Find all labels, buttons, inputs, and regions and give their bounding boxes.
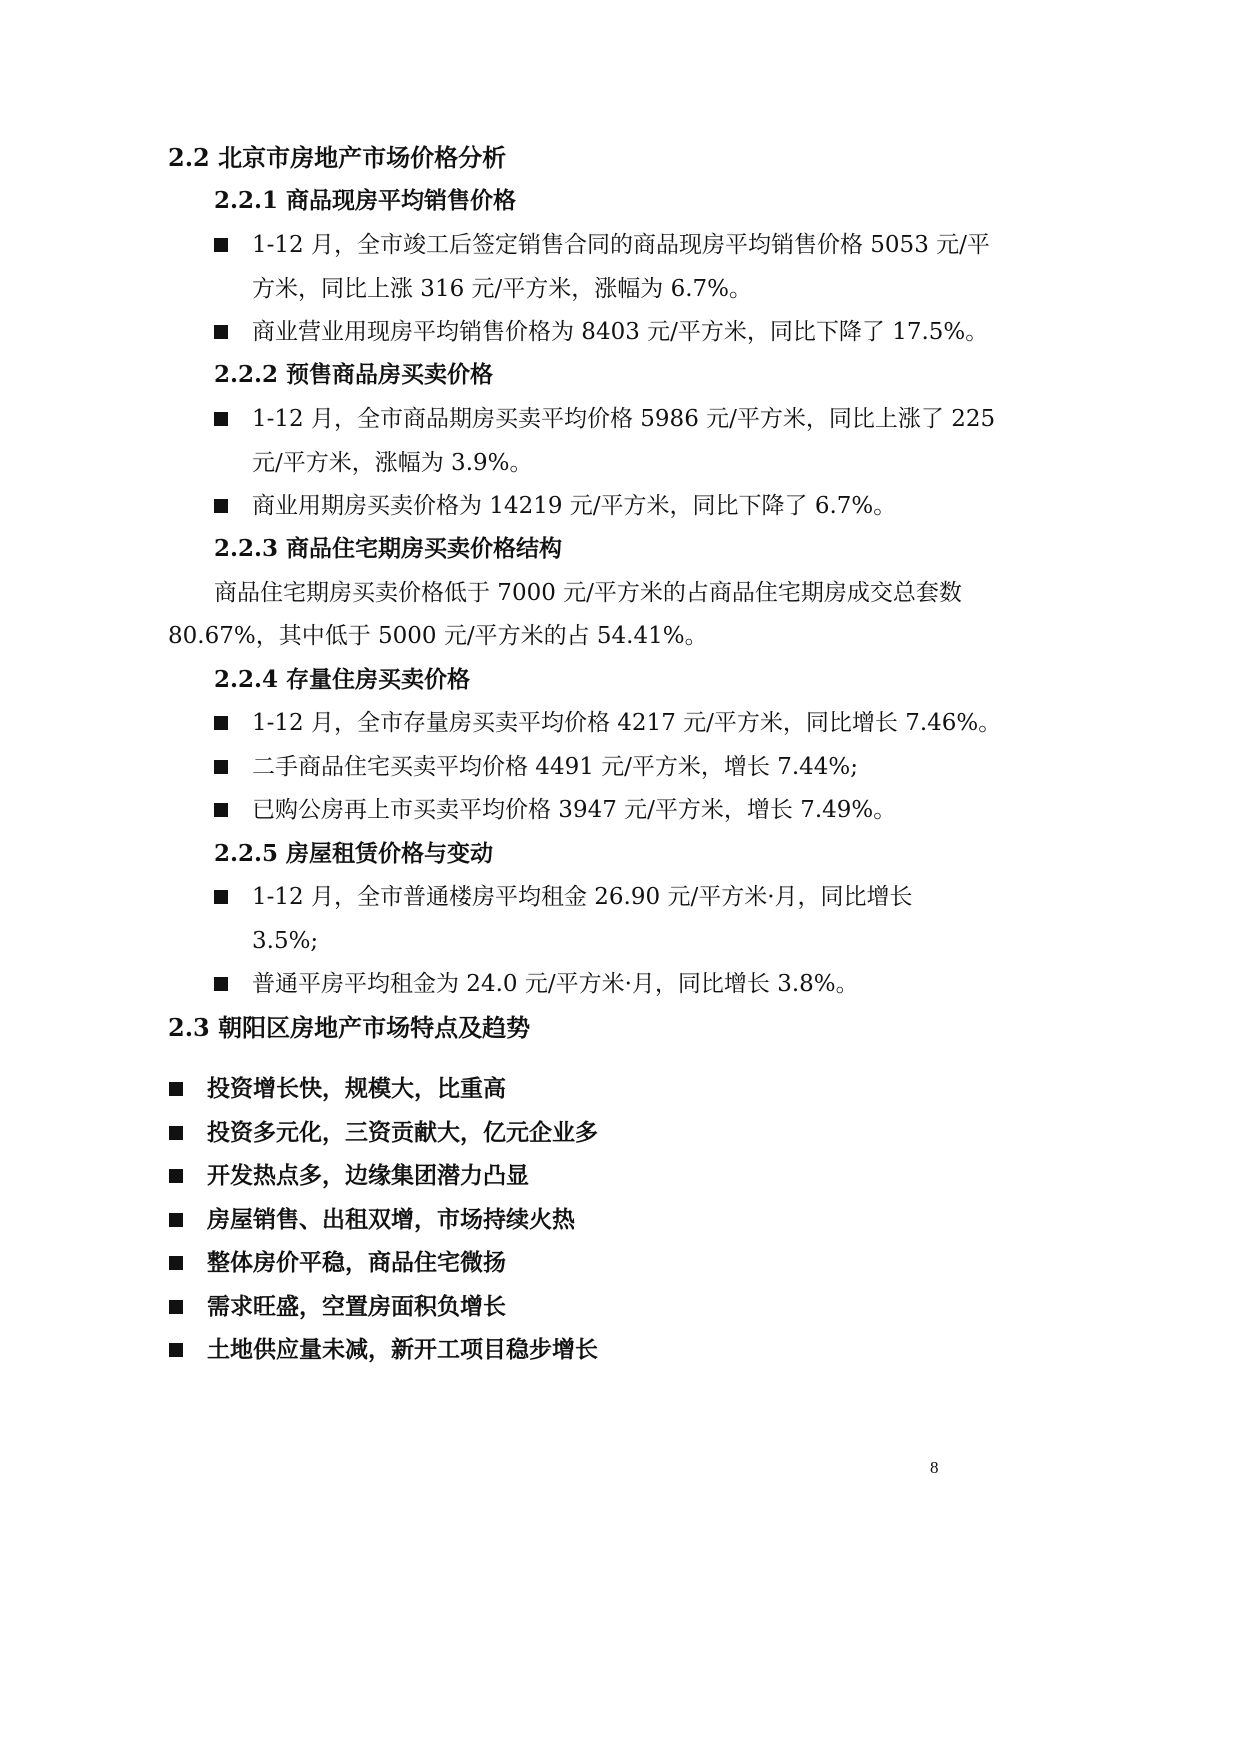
paragraph-line: 元/平方米，涨幅为 3.9%。 (252, 450, 533, 476)
section-heading-2-3: 2.3 朝阳区房地产市场特点及趋势 (168, 1013, 531, 1042)
list-item: 土地供应量未减，新开工项目稳步增长 (207, 1336, 598, 1363)
paragraph-line: 1-12 月，全市存量房买卖平均价格 4217 元/平方米，同比增长 7.46%。 (252, 710, 1002, 736)
subsection-heading-2-2-4: 2.2.4 存量住房买卖价格 (214, 666, 471, 693)
bullet-square-icon (214, 412, 228, 426)
subsection-heading-2-2-3: 2.2.3 商品住宅期房买卖价格结构 (214, 535, 563, 562)
list-item: 投资多元化，三资贡献大，亿元企业多 (207, 1119, 598, 1146)
bullet-square-icon (214, 977, 228, 991)
paragraph-line: 1-12 月，全市普通楼房平均租金 26.90 元/平方米·月，同比增长 (252, 884, 913, 910)
bullet-square-icon (214, 325, 228, 339)
section-heading-2-2: 2.2 北京市房地产市场价格分析 (168, 143, 507, 172)
bullet-square-icon (169, 1343, 183, 1357)
paragraph-line: 商业营业用现房平均销售价格为 8403 元/平方米，同比下降了 17.5%。 (252, 319, 989, 345)
list-item: 开发热点多，边缘集团潜力凸显 (207, 1162, 529, 1189)
paragraph-line: 二手商品住宅买卖平均价格 4491 元/平方米，增长 7.44%; (252, 754, 859, 780)
paragraph-line: 3.5%; (252, 928, 319, 954)
bullet-square-icon (214, 760, 228, 774)
bullet-square-icon (214, 803, 228, 817)
page-number: 8 (930, 1458, 939, 1477)
paragraph-line: 1-12 月，全市竣工后签定销售合同的商品现房平均销售价格 5053 元/平 (252, 232, 990, 258)
paragraph-line: 方米，同比上涨 316 元/平方米，涨幅为 6.7%。 (252, 276, 753, 302)
paragraph-line: 1-12 月，全市商品期房买卖平均价格 5986 元/平方米，同比上涨了 225 (252, 406, 996, 432)
subsection-heading-2-2-1: 2.2.1 商品现房平均销售价格 (214, 187, 517, 214)
paragraph-line: 商品住宅期房买卖价格低于 7000 元/平方米的占商品住宅期房成交总套数 (214, 580, 962, 606)
bullet-square-icon (169, 1169, 183, 1183)
bullet-square-icon (169, 1126, 183, 1140)
paragraph-line: 普通平房平均租金为 24.0 元/平方米·月，同比增长 3.8%。 (252, 971, 859, 997)
paragraph-line: 商业用期房买卖价格为 14219 元/平方米，同比下降了 6.7%。 (252, 493, 897, 519)
bullet-square-icon (214, 890, 228, 904)
bullet-square-icon (169, 1256, 183, 1270)
bullet-square-icon (169, 1213, 183, 1227)
bullet-square-icon (214, 238, 228, 252)
list-item: 需求旺盛，空置房面积负增长 (207, 1293, 506, 1320)
paragraph-line: 80.67%，其中低于 5000 元/平方米的占 54.41%。 (168, 623, 708, 649)
paragraph-line: 已购公房再上市买卖平均价格 3947 元/平方米，增长 7.49%。 (252, 797, 897, 823)
bullet-square-icon (169, 1082, 183, 1096)
bullet-square-icon (169, 1300, 183, 1314)
list-item: 整体房价平稳，商品住宅微扬 (207, 1249, 506, 1276)
bullet-square-icon (214, 716, 228, 730)
subsection-heading-2-2-2: 2.2.2 预售商品房买卖价格 (214, 361, 494, 388)
subsection-heading-2-2-5: 2.2.5 房屋租赁价格与变动 (214, 840, 494, 867)
list-item: 投资增长快，规模大，比重高 (207, 1075, 506, 1102)
bullet-square-icon (214, 499, 228, 513)
list-item: 房屋销售、出租双增，市场持续火热 (207, 1206, 575, 1233)
